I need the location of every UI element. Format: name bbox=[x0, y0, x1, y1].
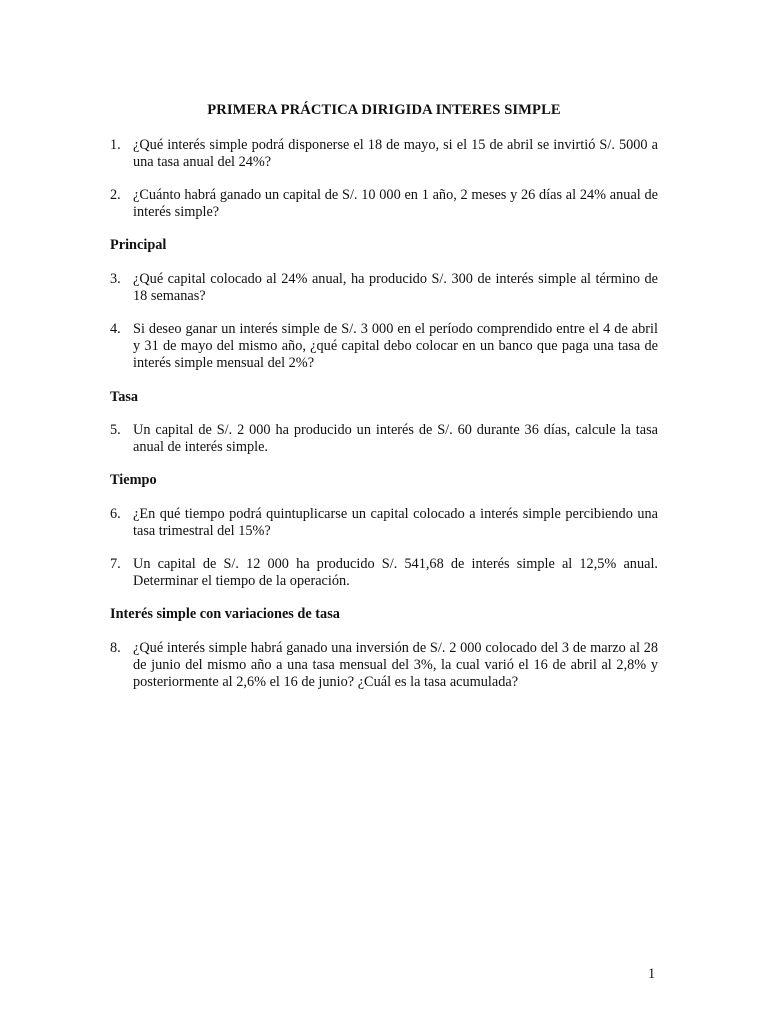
question-number: 6. bbox=[110, 506, 121, 522]
question-text: ¿En qué tiempo podrá quintuplicarse un capital colocado a interés simple percibiendo una tasa trimestral del 15%? bbox=[133, 506, 658, 540]
question-number: 5. bbox=[110, 422, 121, 438]
question-text: Un capital de S/. 12 000 ha producido S/. 541,68 de interés simple al 12,5% anual. Determinar el tiempo de la operación. bbox=[133, 556, 658, 590]
question-number: 2. bbox=[110, 187, 121, 203]
question-text: Un capital de S/. 2 000 ha producido un interés de S/. 60 durante 36 días, calcule la tasa anual de interés simple. bbox=[133, 422, 658, 456]
section-heading-principal: Principal bbox=[110, 237, 167, 253]
question-text: ¿Qué capital colocado al 24% anual, ha producido S/. 300 de interés simple al término de 18 semanas? bbox=[133, 271, 658, 305]
section-heading-tiempo: Tiempo bbox=[110, 472, 157, 488]
question-3 bbox=[110, 271, 658, 305]
question-number: 1. bbox=[110, 137, 121, 153]
question-text: Si deseo ganar un interés simple de S/. 3 000 en el período comprendido entre el 4 de abril y 31 de mayo del mismo año, ¿qué capital debo colocar en un banco que paga una tasa de interés simple mensual del 2%? bbox=[133, 321, 658, 372]
document-title: PRIMERA PRÁCTICA DIRIGIDA INTERES SIMPLE bbox=[207, 102, 561, 118]
question-7 bbox=[110, 556, 658, 590]
question-number: 8. bbox=[110, 640, 121, 656]
question-number: 3. bbox=[110, 271, 121, 287]
question-1 bbox=[110, 137, 658, 171]
page-number: 1 bbox=[648, 966, 656, 982]
question-2 bbox=[110, 187, 658, 221]
question-text: ¿Qué interés simple habrá ganado una inversión de S/. 2 000 colocado del 3 de marzo al 28 de junio del mismo año a una tasa mensual del 3%, la cual varió el 16 de abril al 2,8% y posteriormente al 2,6% el 16 de junio? ¿Cuál es la tasa acumulada? bbox=[133, 640, 658, 691]
question-number: 4. bbox=[110, 321, 121, 337]
question-number: 7. bbox=[110, 556, 121, 572]
section-heading-tasa: Tasa bbox=[110, 389, 139, 405]
question-5 bbox=[110, 422, 658, 456]
question-text: ¿Cuánto habrá ganado un capital de S/. 10 000 en 1 año, 2 meses y 26 días al 24% anual de interés simple? bbox=[133, 187, 658, 221]
question-4 bbox=[110, 321, 658, 373]
question-6 bbox=[110, 506, 658, 540]
section-heading-variaciones: Interés simple con variaciones de tasa bbox=[110, 606, 340, 622]
question-text: ¿Qué interés simple podrá disponerse el 18 de mayo, si el 15 de abril se invirtió S/. 5000 a una tasa anual del 24%? bbox=[133, 137, 658, 171]
question-8 bbox=[110, 640, 658, 692]
